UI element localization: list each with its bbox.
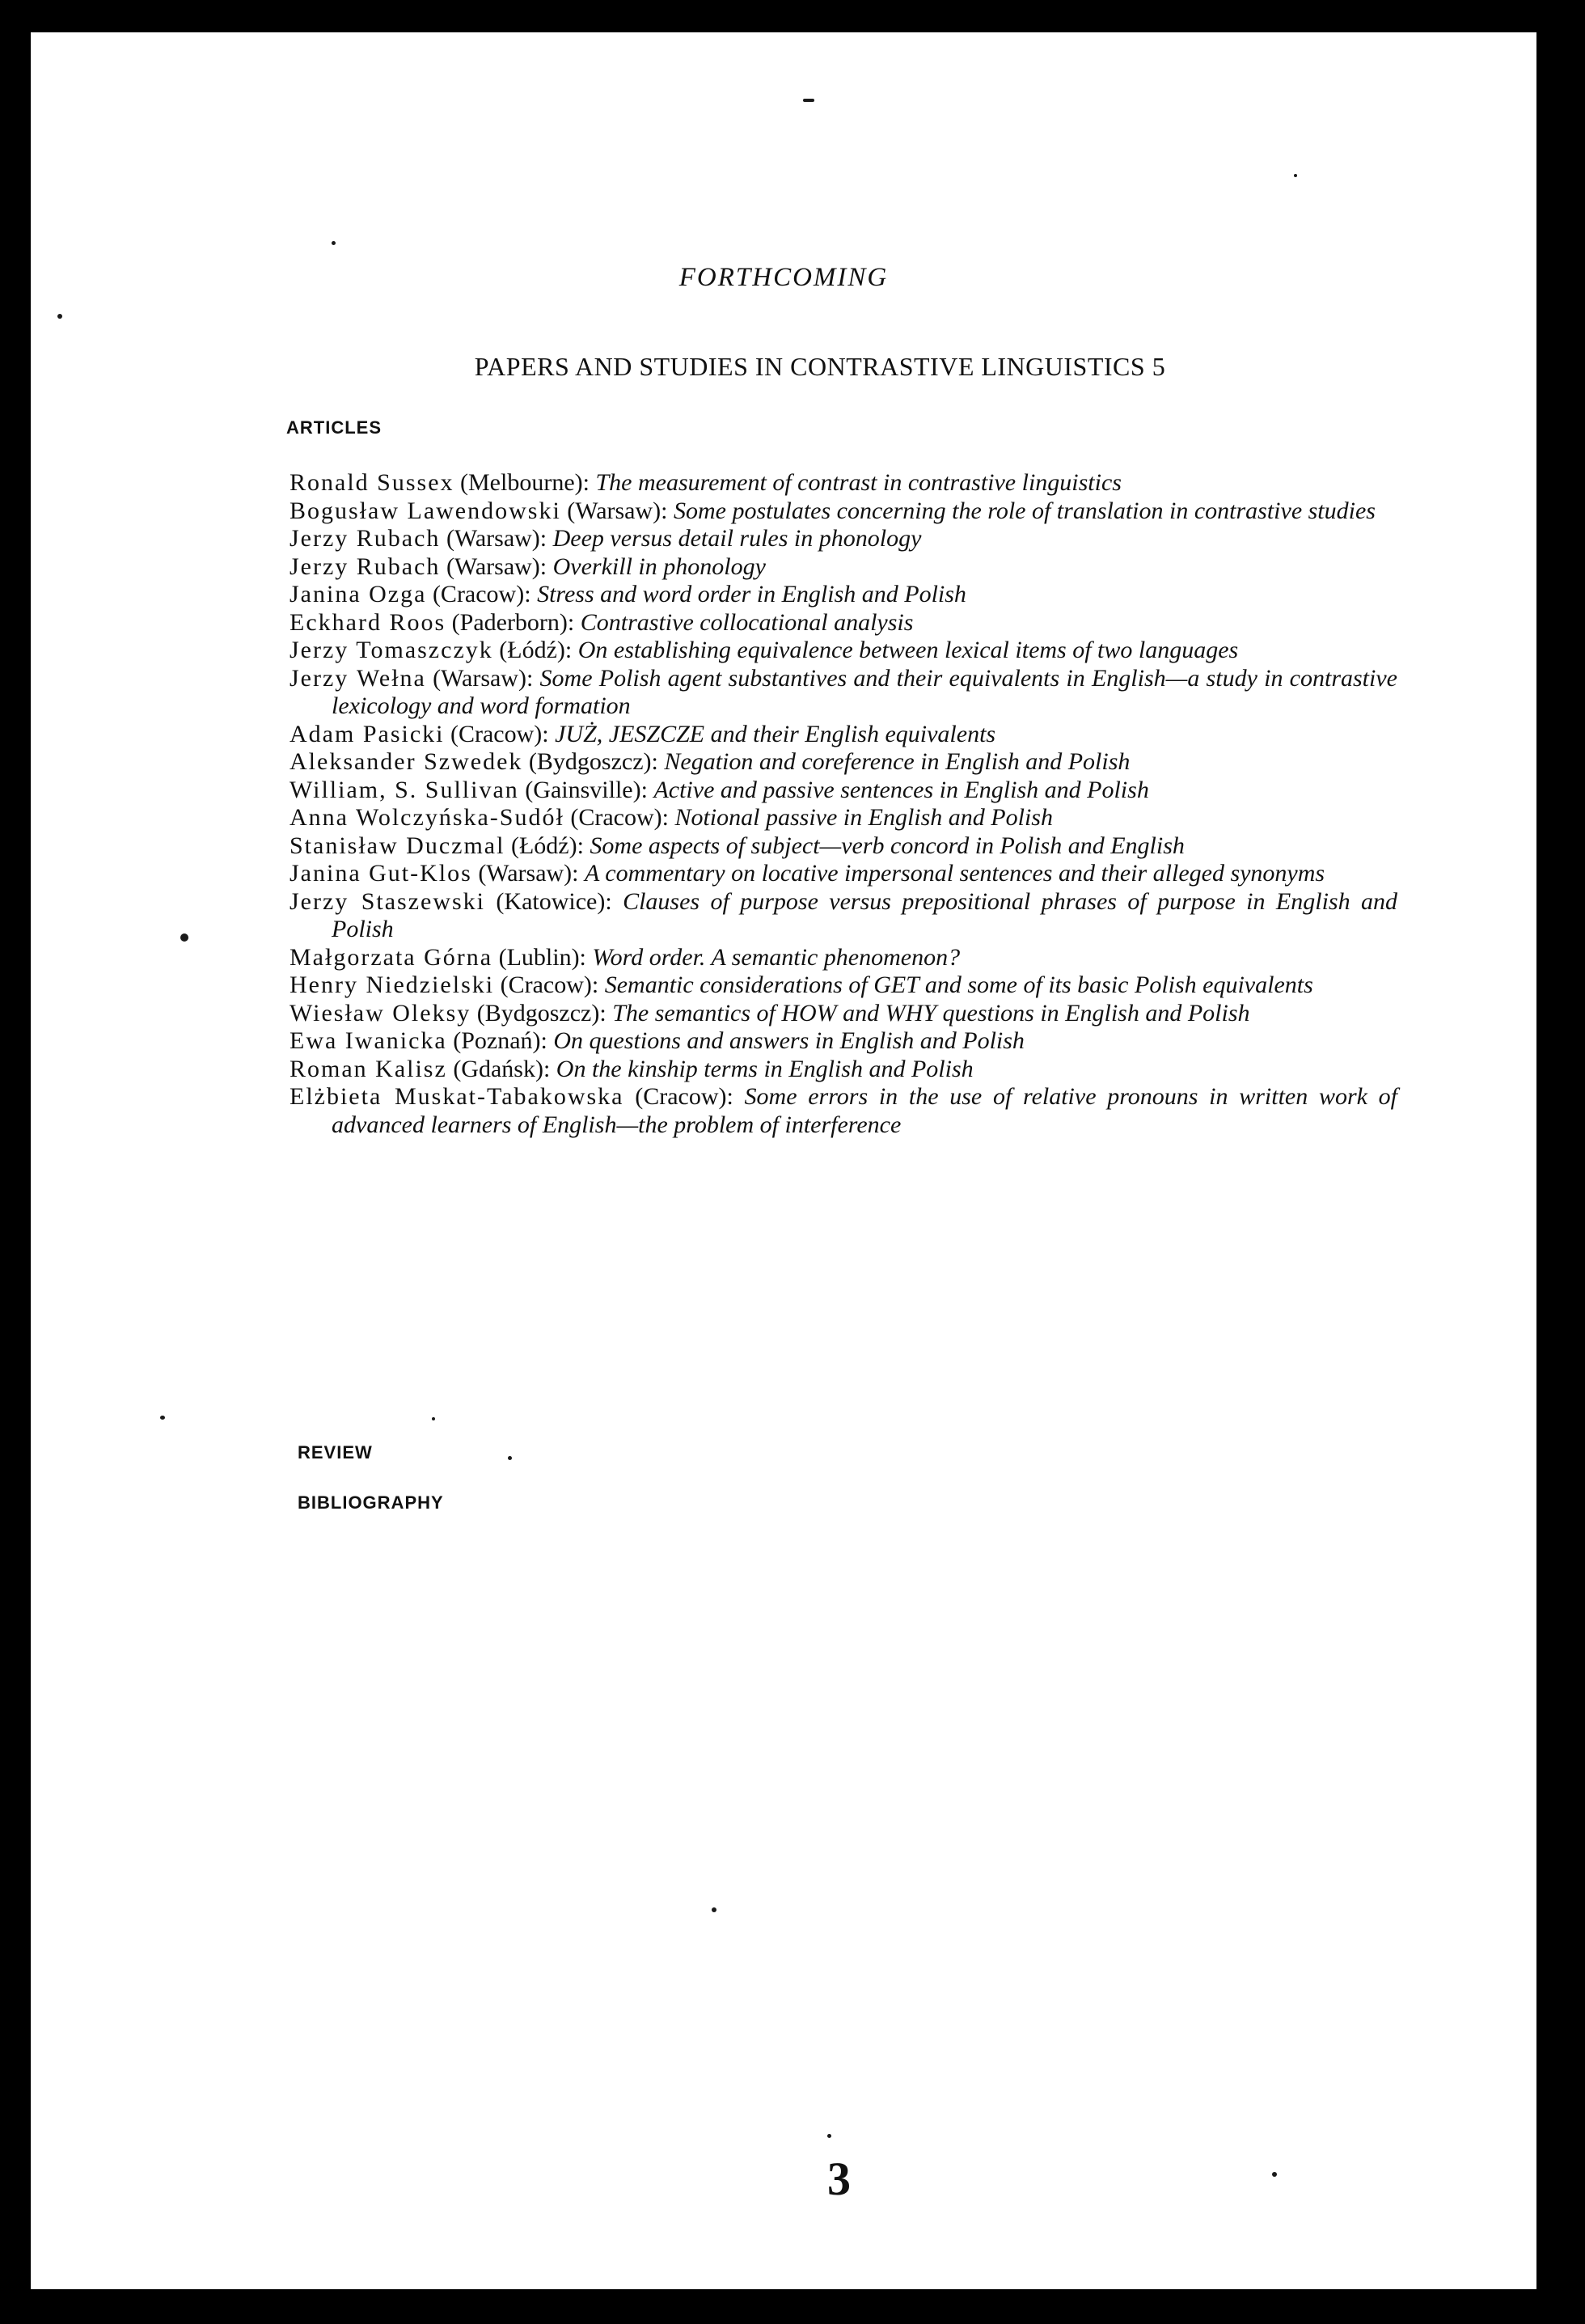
article-entry (290, 832, 1397, 861)
article-title: Some postulates concerning the role of translation in contrastive studies (674, 497, 1376, 524)
article-author: Wiesław Oleksy (290, 999, 471, 1027)
article-affiliation: (Cracow): (623, 1083, 745, 1110)
article-entry (290, 609, 1397, 637)
article-author: Ronald Sussex (290, 469, 454, 496)
scan-speck (803, 99, 814, 102)
article-list (290, 469, 1397, 1139)
article-title: JUŻ, JESZCZE and their English equivalents (555, 720, 996, 747)
article-author: Jerzy Rubach (290, 525, 441, 552)
scan-speck (1294, 174, 1297, 177)
document-page (31, 32, 1536, 2289)
scan-speck (827, 2134, 831, 2138)
article-entry (290, 497, 1397, 526)
scan-speck (432, 1417, 435, 1420)
article-title: Some Polish agent substantives and their equivalents in English—a study in contrastive lexicology and word formation (332, 664, 1397, 719)
scan-speck (1272, 2172, 1277, 2177)
article-entry (290, 581, 1397, 609)
article-affiliation: (Warsaw): (440, 552, 553, 580)
article-title: Clauses of purpose versus prepositional phrases of purpose in English and Polish (332, 887, 1397, 942)
article-entry (290, 553, 1397, 582)
review-heading: REVIEW (298, 1442, 373, 1463)
article-title: Some aspects of subject—verb concord in Polish and English (590, 832, 1185, 859)
article-affiliation: (Bydgoszcz): (522, 748, 665, 775)
article-affiliation: (Gainsville): (518, 776, 654, 803)
article-author: Bogusław Lawendowski (290, 497, 561, 524)
article-affiliation: (Gdańsk): (446, 1055, 556, 1082)
article-author: Jerzy Tomaszczyk (290, 637, 493, 663)
article-author: Roman Kalisz (290, 1055, 447, 1082)
article-entry (290, 972, 1397, 1000)
article-affiliation: (Warsaw): (471, 860, 585, 887)
scan-border-bottom (0, 2290, 1585, 2324)
article-title: A commentary on locative impersonal sentences and their alleged synonyms (585, 860, 1325, 887)
article-affiliation: (Łódź): (492, 637, 578, 663)
article-author: Henry Niedzielski (290, 972, 495, 998)
article-title: Notional passive in English and Polish (674, 804, 1053, 831)
article-title: Contrastive collocational analysis (580, 608, 914, 636)
article-entry (290, 637, 1397, 665)
article-affiliation: (Lublin): (492, 943, 593, 971)
article-affiliation: (Cracow): (564, 804, 675, 831)
article-entry (290, 1056, 1397, 1084)
article-entry (290, 1027, 1397, 1056)
bibliography-heading: BIBLIOGRAPHY (298, 1492, 444, 1513)
article-entry (290, 777, 1397, 805)
scan-speck (180, 933, 188, 942)
article-entry (290, 1000, 1397, 1028)
article-author: Małgorzata Górna (290, 943, 493, 971)
article-entry (290, 748, 1397, 777)
article-affiliation: (Warsaw): (440, 525, 553, 552)
article-entry (290, 804, 1397, 832)
article-author: Stanisław Duczmal (290, 832, 505, 859)
articles-heading: ARTICLES (286, 417, 382, 438)
article-title: The semantics of HOW and WHY questions in English and Polish (612, 999, 1250, 1027)
article-affiliation: (Łódź): (505, 832, 590, 859)
scan-speck (508, 1456, 512, 1460)
article-affiliation: (Cracow): (426, 581, 538, 607)
article-title: Word order. A semantic phenomenon? (592, 943, 961, 971)
article-author: Anna Wolczyńska-Sudół (290, 804, 564, 831)
scan-speck (332, 241, 336, 245)
scan-border-right (1538, 0, 1585, 2324)
series-title: PAPERS AND STUDIES IN CONTRASTIVE LINGUISTICS 5 (474, 352, 1166, 381)
article-affiliation: (Cracow): (444, 720, 556, 747)
article-title: On establishing equivalence between lexical items of two languages (577, 637, 1239, 663)
article-author: Janina Ozga (290, 581, 427, 607)
article-affiliation: (Bydgoszcz): (471, 999, 613, 1027)
article-affiliation: (Cracow): (494, 972, 605, 998)
article-entry (290, 888, 1397, 944)
article-author: Ewa Iwanicka (290, 1027, 447, 1054)
article-affiliation: (Melbourne): (454, 469, 596, 496)
article-title: Negation and coreference in English and Polish (664, 748, 1131, 775)
article-title: Semantic considerations of GET and some of its basic Polish equivalents (604, 972, 1313, 998)
article-title: Overkill in phonology (552, 552, 766, 580)
page-number: 3 (827, 2153, 851, 2205)
article-author: Jerzy Rubach (290, 552, 441, 580)
article-author: Eckhard Roos (290, 608, 446, 636)
article-affiliation: (Poznań): (446, 1027, 554, 1054)
article-entry (290, 860, 1397, 888)
article-affiliation: (Paderborn): (446, 608, 581, 636)
article-title: The measurement of contrast in contrastive linguistics (595, 469, 1122, 496)
article-author: Jerzy Staszewski (290, 887, 486, 915)
scan-speck (160, 1416, 165, 1420)
article-title: Stress and word order in English and Polish (537, 581, 966, 607)
article-entry (290, 1083, 1397, 1139)
article-title: On questions and answers in English and Polish (553, 1027, 1025, 1054)
article-entry (290, 665, 1397, 721)
article-entry (290, 944, 1397, 972)
article-title: Active and passive sentences in English and Polish (653, 776, 1149, 803)
article-title: On the kinship terms in English and Polish (556, 1055, 974, 1082)
article-author: Jerzy Wełna (290, 664, 426, 692)
article-author: Elżbieta Muskat-Tabakowska (290, 1083, 624, 1110)
article-affiliation: (Warsaw): (425, 664, 540, 692)
article-author: Adam Pasicki (290, 720, 445, 747)
article-affiliation: (Warsaw): (560, 497, 674, 524)
article-author: Janina Gut-Klos (290, 860, 472, 887)
scan-speck (712, 1907, 716, 1912)
forthcoming-notice: FORTHCOMING (678, 263, 889, 292)
scan-speck (57, 314, 62, 319)
article-title: Deep versus detail rules in phonology (552, 525, 922, 552)
article-affiliation: (Katowice): (485, 887, 623, 915)
article-entry (290, 525, 1397, 553)
article-author: Aleksander Szwedek (290, 748, 523, 775)
article-entry (290, 721, 1397, 749)
article-author: William, S. Sullivan (290, 776, 519, 803)
article-entry (290, 469, 1397, 497)
article-title: Some errors in the use of relative pronouns in written work of advanced learners of English—the problem of interference (332, 1083, 1397, 1138)
